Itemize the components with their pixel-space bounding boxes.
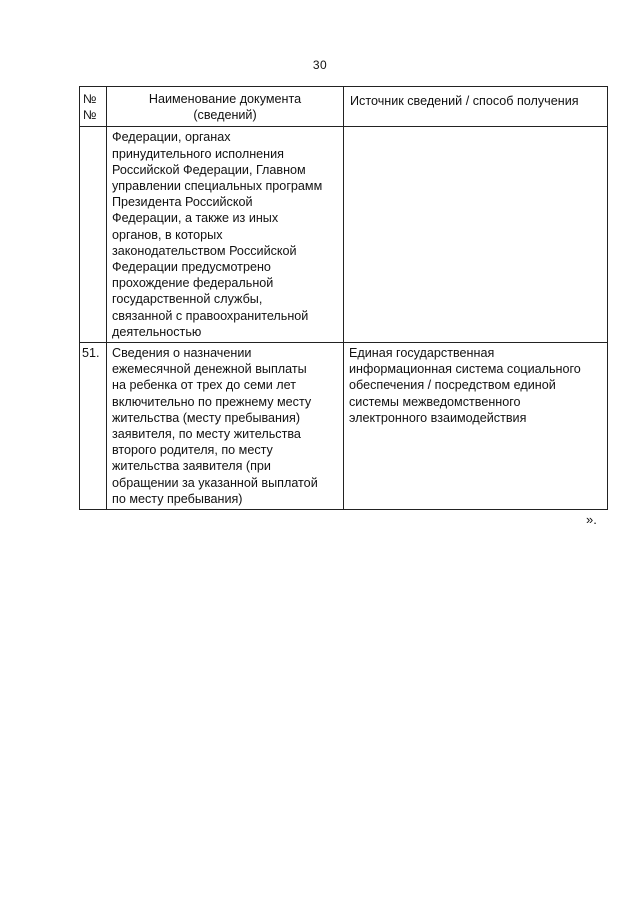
document-table — [79, 86, 608, 510]
document-name-line: органов, в которых — [112, 227, 223, 242]
table-row — [80, 343, 608, 510]
document-name-cell — [107, 127, 344, 343]
document-name-line: Федерации, а также из иных — [112, 211, 279, 226]
header-source-label: Источник сведений / способ получения — [350, 94, 579, 108]
header-number-line: № — [83, 108, 97, 123]
document-name-cell — [107, 343, 344, 510]
column-header-source — [344, 87, 608, 127]
document-name-line: второго родителя, по месту — [112, 443, 273, 458]
document-name-line: включительно по прежнему месту — [112, 394, 312, 409]
document-name-line: жительства (месту пребывания) — [112, 410, 301, 425]
document-name-line: Российской Федерации, Главном — [112, 162, 306, 177]
document-name-line: принудительного исполнения — [112, 146, 284, 161]
document-name-line: Президента Российской — [112, 195, 253, 210]
document-name-line: Сведения о назначении — [112, 346, 252, 361]
source-cell — [344, 127, 608, 343]
header-document-name-line: (сведений) — [193, 108, 257, 123]
source-line: Единая государственная — [349, 346, 495, 361]
source-line: информационная система социального — [349, 362, 581, 377]
document-name-line: государственной службы, — [112, 292, 263, 307]
column-header-document-name — [107, 87, 344, 127]
document-name-line: жительства заявителя (при — [112, 459, 271, 474]
document-name-line: связанной с правоохранительной — [112, 308, 309, 323]
column-header-number — [80, 87, 107, 127]
source-line: обеспечения / посредством единой — [349, 378, 556, 393]
document-name-line: Федерации предусмотрено — [112, 260, 271, 275]
document-name-line: по месту пребывания) — [112, 491, 243, 506]
document-name-line: ежемесячной денежной выплаты — [112, 362, 307, 377]
source-line: электронного взаимодействия — [349, 410, 527, 425]
table-header-row — [80, 87, 608, 127]
header-number-line: № — [83, 92, 97, 106]
document-name-line: заявителя, по месту жительства — [112, 427, 301, 442]
document-name-line: управлении специальных программ — [112, 179, 323, 194]
document-name-line: деятельностью — [112, 324, 202, 339]
document-name-line: обращении за указанной выплатой — [112, 475, 318, 490]
document-name-line: на ребенка от трех до семи лет — [112, 378, 296, 393]
document-name-line: законодательством Российской — [112, 243, 297, 258]
source-line: системы межведомственного — [349, 394, 521, 409]
source-cell — [344, 343, 608, 510]
table-row — [80, 127, 608, 343]
page-number: 30 — [312, 58, 328, 72]
row-number-cell: 51. — [80, 343, 107, 510]
closing-quote-mark: ». — [586, 512, 597, 527]
row-number-cell — [80, 127, 107, 343]
header-document-name-line: Наименование документа — [148, 92, 302, 106]
document-name-line: прохождение федеральной — [112, 276, 274, 291]
document-name-line: Федерации, органах — [112, 130, 231, 145]
